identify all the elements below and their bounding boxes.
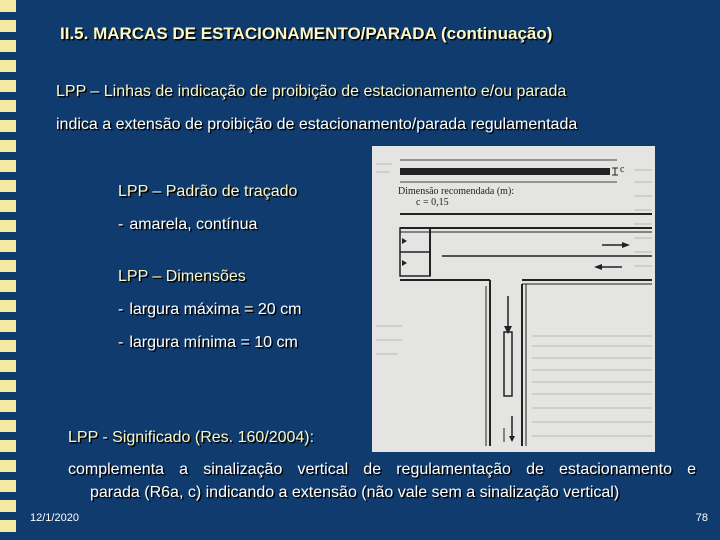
slide-subtitle: LPP – Linhas de indicação de proibição de estacionamento e/ou parada (56, 83, 567, 100)
significado-heading: LPP - Significado (Res. 160/2004): (68, 429, 315, 446)
padrao-item (118, 216, 257, 234)
dimensoes-item-min-text: largura mínima = 10 cm (129, 334, 298, 351)
padrao-item-text: amarela, contínua (129, 216, 258, 233)
dimensoes-item-max-text: largura máxima = 20 cm (129, 301, 302, 318)
figure-dimension-label: Dimensão recomendada (m): (398, 186, 515, 197)
bullet-dash: - (118, 216, 124, 233)
bullet-dash: - (118, 301, 124, 318)
decorative-left-stripe (0, 0, 16, 540)
lpp-road-diagram (372, 146, 655, 452)
footer-date: 12/1/2020 (30, 512, 79, 524)
description-text: indica a extensão de proibição de estacionamento/parada regulamentada (56, 116, 578, 133)
figure-c-mark: c (620, 164, 625, 175)
significado-line-1: complementa a sinalização vertical de regulamentação de estacionamento e (68, 461, 696, 478)
footer-page-number: 78 (695, 512, 708, 524)
padrao-heading: LPP – Padrão de traçado (118, 183, 298, 200)
bullet-dash: - (118, 334, 124, 351)
slide-title: II.5. MARCAS DE ESTACIONAMENTO/PARADA (continuação) (60, 24, 553, 43)
figure-dimension-value: c = 0,15 (416, 197, 449, 208)
significado-line-2: parada (R6a, c) indicando a extensão (não vale sem a sinalização vertical) (90, 484, 620, 501)
dimensoes-item-max (118, 301, 301, 319)
dimensoes-item-min (118, 334, 298, 352)
dimensoes-heading: LPP – Dimensões (118, 268, 246, 285)
